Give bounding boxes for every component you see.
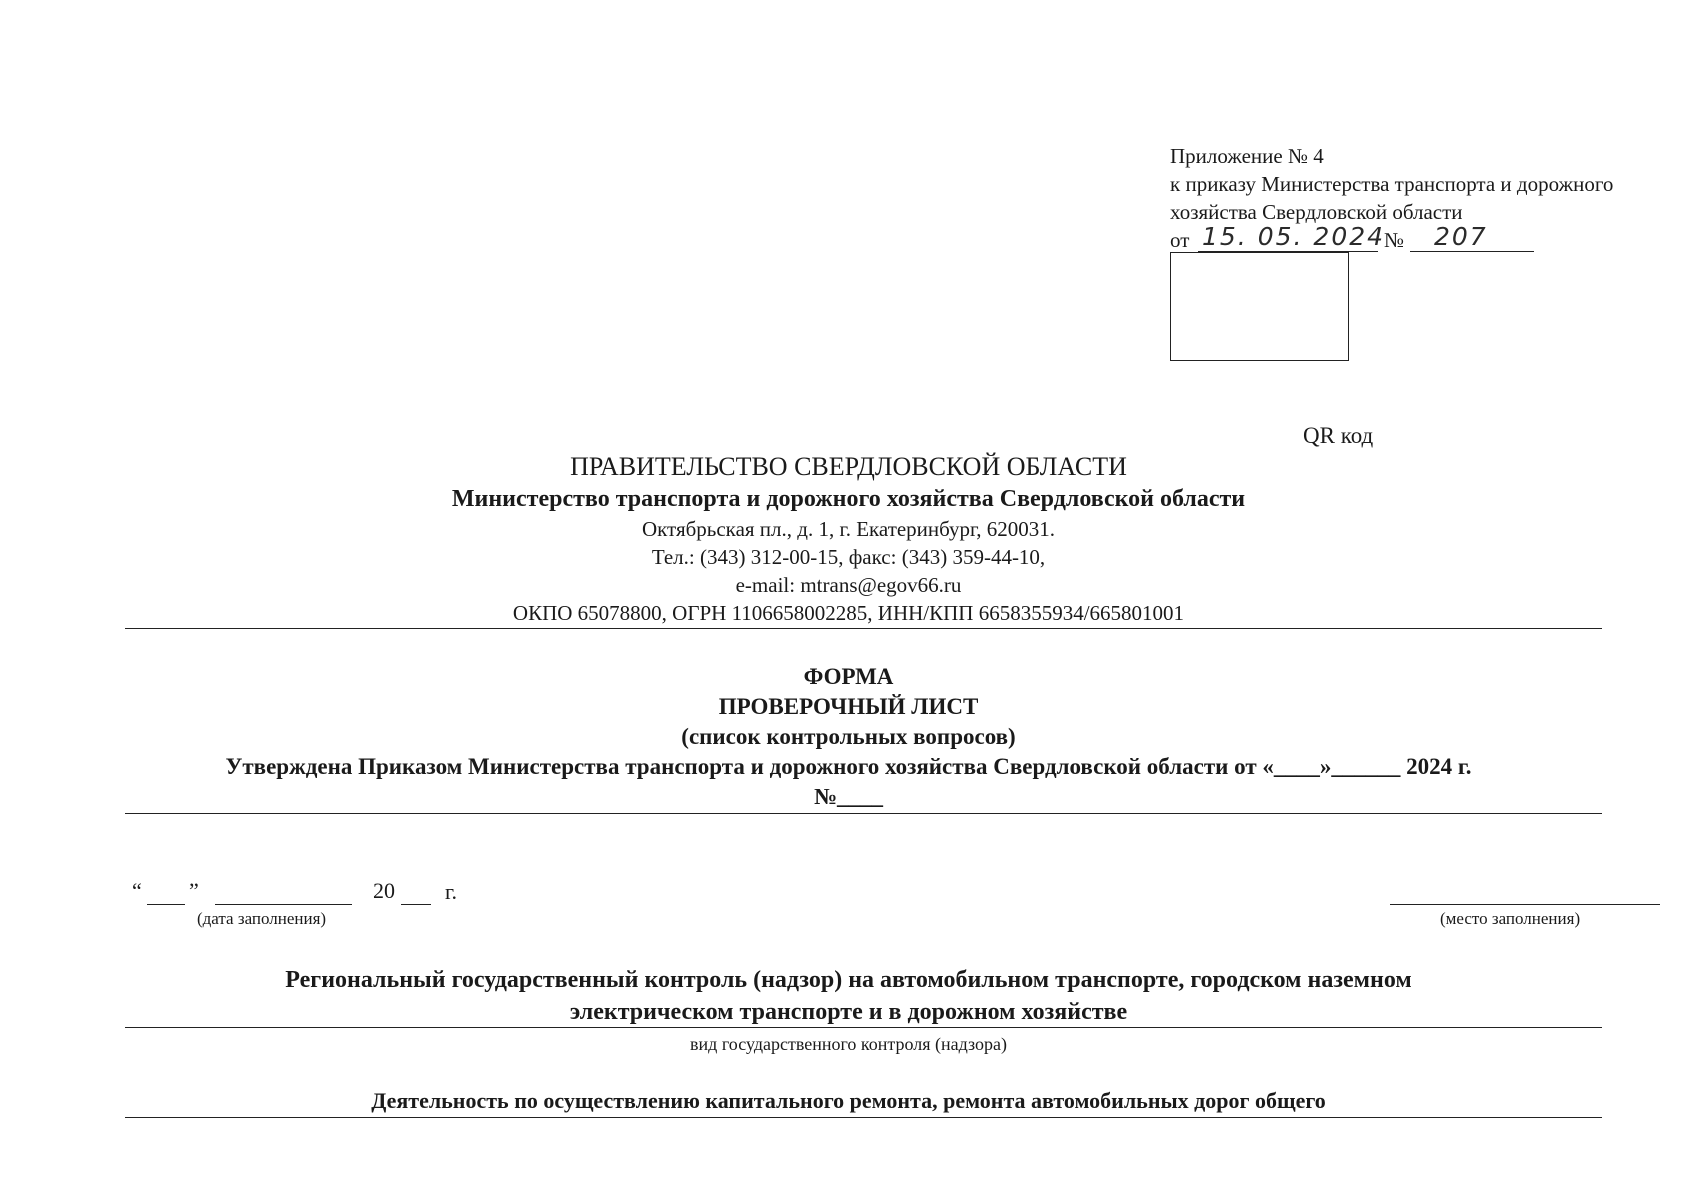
- qr-code-box: [1170, 252, 1349, 361]
- activity-underline: [125, 1117, 1602, 1118]
- fill-year-suffix: г.: [445, 879, 458, 904]
- activity-line-1: Деятельность по осуществлению капитального ремонта, ремонта автомобильных дорог общего: [371, 1088, 1326, 1113]
- form-approval: Утверждена Приказом Министерства транспорта и дорожного хозяйства Свердловской области от «____»______ 2024 г.: [225, 754, 1472, 779]
- ministry-codes: ОКПО 65078800, ОГРН 1106658002285, ИНН/КПП 6658355934/665801001: [512, 601, 1185, 625]
- letterhead-divider: [125, 628, 1602, 629]
- form-label: ФОРМА: [803, 664, 894, 689]
- appendix-title: Приложение № 4: [1170, 144, 1324, 168]
- form-number: №____: [813, 784, 884, 809]
- fill-day-field[interactable]: [147, 880, 185, 905]
- form-subtitle: (список контрольных вопросов): [681, 724, 1016, 749]
- ministry-phones: Тел.: (343) 312-00-15, факс: (343) 359-44-10,: [651, 545, 1046, 569]
- control-type-caption: вид государственного контроля (надзора): [690, 1034, 1007, 1054]
- appendix-order-line-2: хозяйства Свердловской области: [1170, 200, 1463, 224]
- appendix-number-sign: №: [1384, 228, 1405, 252]
- appendix-date-prefix: от: [1170, 228, 1190, 252]
- control-type-line-1: Региональный государственный контроль (надзор) на автомобильном транспорте, городском наземном: [285, 967, 1412, 993]
- fill-date-close-quote: ”: [189, 878, 199, 903]
- ministry-address: Октябрьская пл., д. 1, г. Екатеринбург, 620031.: [641, 517, 1056, 541]
- appendix-number-handwritten: 207: [1434, 222, 1488, 251]
- fill-month-field[interactable]: [215, 880, 352, 905]
- control-type-underline: [125, 1027, 1602, 1028]
- fill-year-field[interactable]: [401, 880, 431, 905]
- ministry-name: Министерство транспорта и дорожного хозяйства Свердловской области: [451, 486, 1246, 512]
- fill-date-open-quote: “: [132, 878, 142, 903]
- appendix-date-line: [1198, 222, 1386, 252]
- appendix-date-handwritten: 15. 05. 2024: [1202, 222, 1386, 251]
- ministry-email: e-mail: mtrans@egov66.ru: [735, 573, 962, 597]
- qr-code-label: QR код: [1303, 423, 1374, 448]
- appendix-order-line: к приказу Министерства транспорта и дорожного: [1170, 172, 1614, 196]
- fill-place-field[interactable]: [1390, 880, 1660, 905]
- appendix-number-line: [1410, 224, 1534, 252]
- fill-year-prefix: 20: [373, 878, 395, 903]
- fill-place-caption: (место заполнения): [1440, 909, 1581, 928]
- form-title-divider: [125, 813, 1602, 814]
- control-type-line-2: электрическом транспорте и в дорожном хозяйстве: [569, 999, 1128, 1025]
- fill-date-caption: (дата заполнения): [197, 909, 327, 928]
- government-name: ПРАВИТЕЛЬСТВО СВЕРДЛОВСКОЙ ОБЛАСТИ: [570, 452, 1127, 481]
- form-title: ПРОВЕРОЧНЫЙ ЛИСТ: [718, 694, 979, 719]
